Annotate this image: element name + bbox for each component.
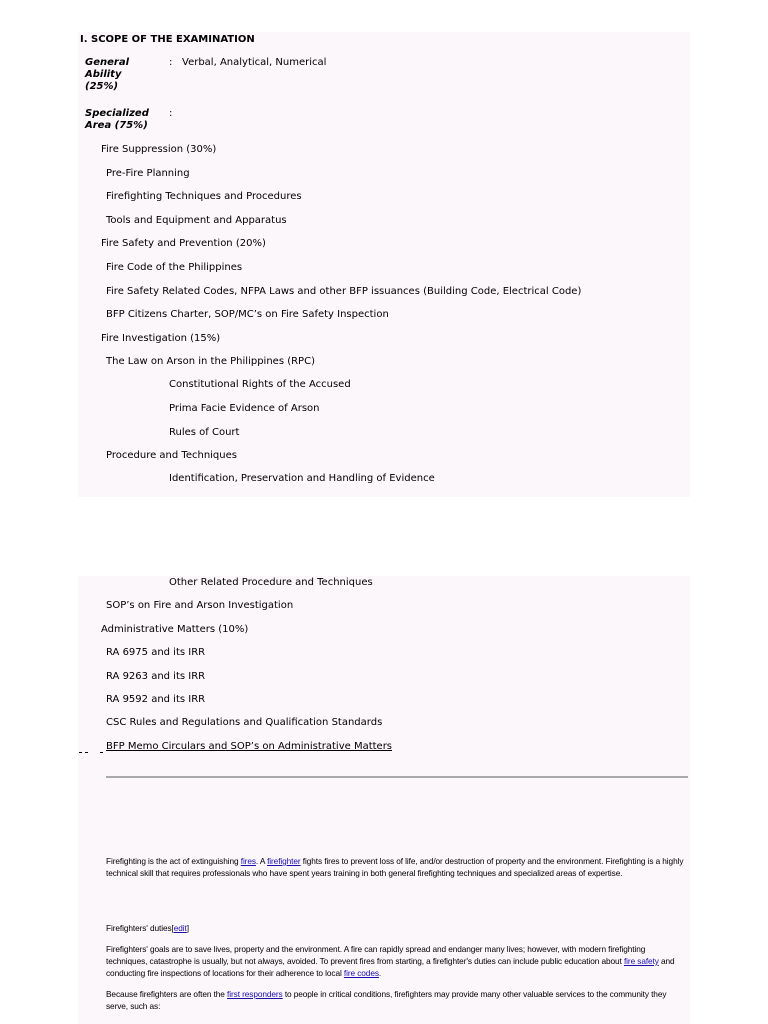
- outline-item: SOP’s on Fire and Arson Investigation: [106, 600, 294, 611]
- outline-item: RA 9592 and its IRR: [106, 694, 206, 705]
- text-run: Firefighting is the act of extinguishing: [106, 856, 241, 866]
- general-ability-colon: :: [169, 57, 173, 68]
- link-fire-safety[interactable]: fire safety: [623, 956, 659, 966]
- general-ability-value: Verbal, Analytical, Numerical: [182, 57, 327, 68]
- outline-item: Firefighting Techniques and Procedures: [106, 191, 302, 202]
- outline-item: Fire Safety and Prevention (20%): [101, 238, 266, 249]
- text-run: .: [378, 968, 382, 978]
- outline-item: BFP Memo Circulars and SOP’s on Administrative Matters: [106, 741, 393, 752]
- specialized-area-label: Specialized Area (75%): [85, 108, 149, 131]
- line-marker: [100, 752, 103, 753]
- duties-heading-text: Firefighters' duties: [106, 923, 172, 933]
- duties-heading: Firefighters' duties[edit]: [106, 923, 189, 933]
- outline-item: Pre-Fire Planning: [106, 168, 190, 179]
- text-run: Firefighters' goals are to save lives, property and the environment. A fire can rapidly spread and endanger many lives; however, with modern firefighting techniques, catastrophe is usually, but not always, avoided. To prevent fires from starting, a firefighter's duties can include public education about: [106, 944, 646, 966]
- link-fires[interactable]: fires: [240, 856, 256, 866]
- outline-item: RA 6975 and its IRR: [106, 647, 206, 658]
- text-run: Because firefighters are often the: [106, 989, 228, 999]
- article-paragraph-2: [106, 943, 686, 979]
- edit-link[interactable]: edit: [173, 923, 187, 933]
- link-firefighter[interactable]: firefighter: [267, 856, 301, 866]
- outline-item: The Law on Arson in the Philippines (RPC): [106, 356, 315, 367]
- outline-item: Fire Investigation (15%): [101, 333, 221, 344]
- text-run: . A: [255, 856, 268, 866]
- specialized-area-colon: :: [169, 108, 173, 119]
- outline-item: Administrative Matters (10%): [101, 624, 249, 635]
- horizontal-rule: [106, 776, 688, 778]
- outline-item: BFP Citizens Charter, SOP/MC’s on Fire Safety Inspection: [106, 309, 389, 320]
- outline-item: CSC Rules and Regulations and Qualification Standards: [106, 717, 383, 728]
- outline-item: Rules of Court: [169, 427, 240, 438]
- outline-item: Fire Code of the Philippines: [106, 262, 243, 273]
- outline-item: Constitutional Rights of the Accused: [169, 379, 351, 390]
- text-run: to people in critical conditions, firefighters may provide many other valuable services to the community they serve, such as:: [106, 989, 667, 1011]
- dashed-marker: [79, 752, 88, 753]
- outline-item: Other Related Procedure and Techniques: [169, 577, 373, 588]
- article-paragraph-3: [106, 988, 686, 1012]
- outline-item: Identification, Preservation and Handling of Evidence: [169, 473, 435, 484]
- link-first-responders[interactable]: first responders: [227, 989, 283, 999]
- outline-item: Procedure and Techniques: [106, 450, 237, 461]
- outline-item: Prima Facie Evidence of Arson: [169, 403, 320, 414]
- outline-item: Fire Suppression (30%): [101, 144, 217, 155]
- outline-item: Tools and Equipment and Apparatus: [106, 215, 287, 226]
- section-heading: I. SCOPE OF THE EXAMINATION: [80, 34, 255, 45]
- link-fire-codes[interactable]: fire codes: [343, 968, 379, 978]
- outline-item: RA 9263 and its IRR: [106, 671, 206, 682]
- general-ability-label: General Ability (25%): [85, 57, 129, 92]
- article-paragraph-1: [106, 855, 686, 879]
- text-run: and conducting fire inspections of locations for their adherence to local: [106, 956, 675, 978]
- text-run: fights fires to prevent loss of life, and/or destruction of property and the environment. Firefighting is a highly technical skill that requires professionals who have spent years training in both general firefighting techniques and specialized areas of expertise.: [106, 856, 684, 878]
- outline-item: Fire Safety Related Codes, NFPA Laws and other BFP issuances (Building Code, Electrical Code): [106, 286, 582, 297]
